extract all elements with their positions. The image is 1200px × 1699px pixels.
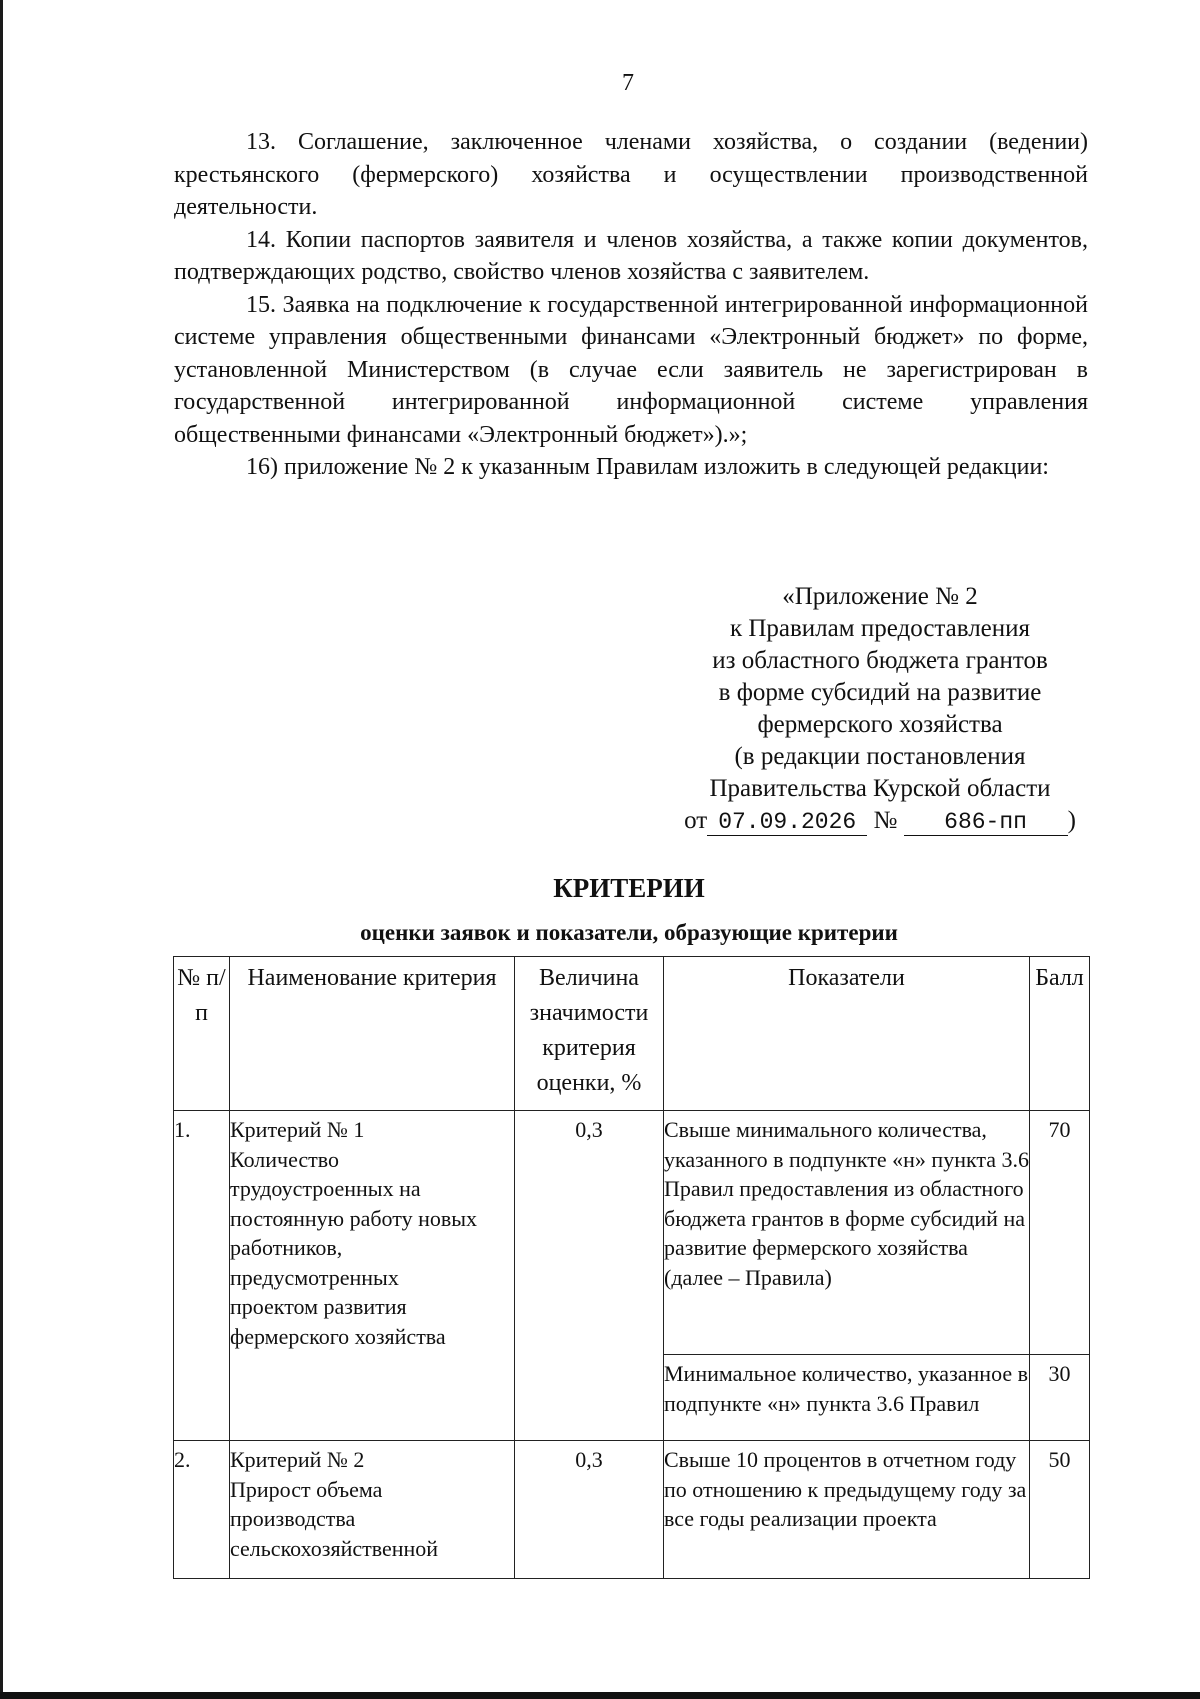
criterion-name-line: работников, — [230, 1235, 343, 1260]
table-header-row — [174, 957, 1090, 1111]
criterion-name-line: Критерий № 1 — [230, 1117, 365, 1142]
row-criterion-name — [230, 1111, 515, 1441]
criteria-subheading: оценки заявок и показатели, образующие критерии — [360, 920, 898, 945]
header-weight: Величина значимости критерия оценки, % — [515, 957, 664, 1111]
header-score: Балл — [1030, 957, 1090, 1111]
criteria-table — [173, 956, 1090, 1579]
appendix-line: из областного бюджета грантов — [712, 647, 1048, 674]
criterion-name-line: постоянную работу новых — [230, 1205, 478, 1231]
appendix-line: «Приложение № 2 — [782, 583, 978, 610]
criterion-name-line: Количество — [230, 1146, 340, 1172]
appendix-line: фермерского хозяйства — [757, 711, 1003, 738]
row-weight: 0,3 — [515, 1111, 664, 1441]
decree-date: 07.09.2026 — [707, 809, 867, 836]
criterion-name-line: проектом развития — [230, 1294, 407, 1319]
row-indicator: Свыше минимального количества, указанного в подпункте «н» пункта 3.6 Правил предоставления из областного бюджета грантов в форме субсидий на развитие фермерского хозяйства (далее – Правила) — [664, 1111, 1030, 1355]
paragraph-14: 14. Копии паспортов заявителя и членов хозяйства, а также копии документов, подтверждающих родство, свойство членов хозяйства с заявителем. — [174, 226, 1088, 285]
decree-number: 686-пп — [904, 809, 1068, 836]
criterion-name-line: Критерий № 2 — [230, 1447, 365, 1472]
row-score: 70 — [1030, 1111, 1090, 1355]
page-number: 7 — [622, 70, 634, 96]
number-sign: № — [873, 807, 898, 834]
body-text — [174, 126, 1088, 484]
row-num: 2. — [174, 1441, 230, 1579]
appendix-line: к Правилам предоставления — [729, 615, 1031, 642]
header-name: Наименование критерия — [230, 957, 515, 1111]
row-num: 1. — [174, 1111, 230, 1441]
row-weight: 0,3 — [515, 1441, 664, 1579]
criterion-name-line: производства — [230, 1506, 356, 1531]
row-score: 30 — [1030, 1355, 1090, 1441]
closing-paren: ) — [1067, 807, 1076, 834]
paragraph-16: 16) приложение № 2 к указанным Правилам изложить в следующей редакции: — [246, 454, 1049, 480]
appendix-line: (в редакции постановления — [734, 743, 1026, 770]
criteria-heading: КРИТЕРИИ — [553, 873, 705, 903]
header-indicators: Показатели — [664, 957, 1030, 1111]
table-row — [174, 1441, 1090, 1579]
appendix-date-line — [660, 805, 1100, 837]
scan-edge-bottom — [0, 1692, 1200, 1699]
row-indicator: Свыше 10 процентов в отчетном году по отношению к предыдущему году за все годы реализации проекта — [664, 1441, 1030, 1579]
header-num: № п/п — [174, 957, 230, 1111]
appendix-line: Правительства Курской области — [709, 775, 1051, 802]
date-prefix: от — [684, 807, 708, 834]
criterion-name-line: фермерского хозяйства — [230, 1323, 446, 1349]
criterion-name-line: Прирост объема — [230, 1476, 383, 1502]
row-score: 50 — [1030, 1441, 1090, 1579]
criterion-name-line: сельскохозяйственной — [230, 1535, 439, 1561]
row-criterion-name — [230, 1441, 515, 1579]
criterion-name-line: трудоустроенных на — [230, 1176, 421, 1201]
table-row — [174, 1111, 1090, 1355]
paragraph-15: 15. Заявка на подключение к государственной интегрированной информационной системе управления общественными финансами «Электронный бюджет» по форме, установленной Министерством (в случае если заявитель не зарегистрирован в государственной интегрированной информационной системе управления общественными финансами «Электронный бюджет»).»; — [174, 291, 1088, 448]
appendix-block — [660, 581, 1100, 837]
paragraph-13: 13. Соглашение, заключенное членами хозяйства, о создании (ведении) крестьянского (фермерского) хозяйства и осуществлении производственной деятельности. — [174, 129, 1088, 220]
appendix-line: в форме субсидий на развитие — [718, 679, 1042, 706]
criterion-name-line: предусмотренных — [230, 1264, 399, 1290]
scan-edge-left — [0, 0, 3, 1699]
row-indicator: Минимальное количество, указанное в подпункте «н» пункта 3.6 Правил — [664, 1355, 1030, 1441]
